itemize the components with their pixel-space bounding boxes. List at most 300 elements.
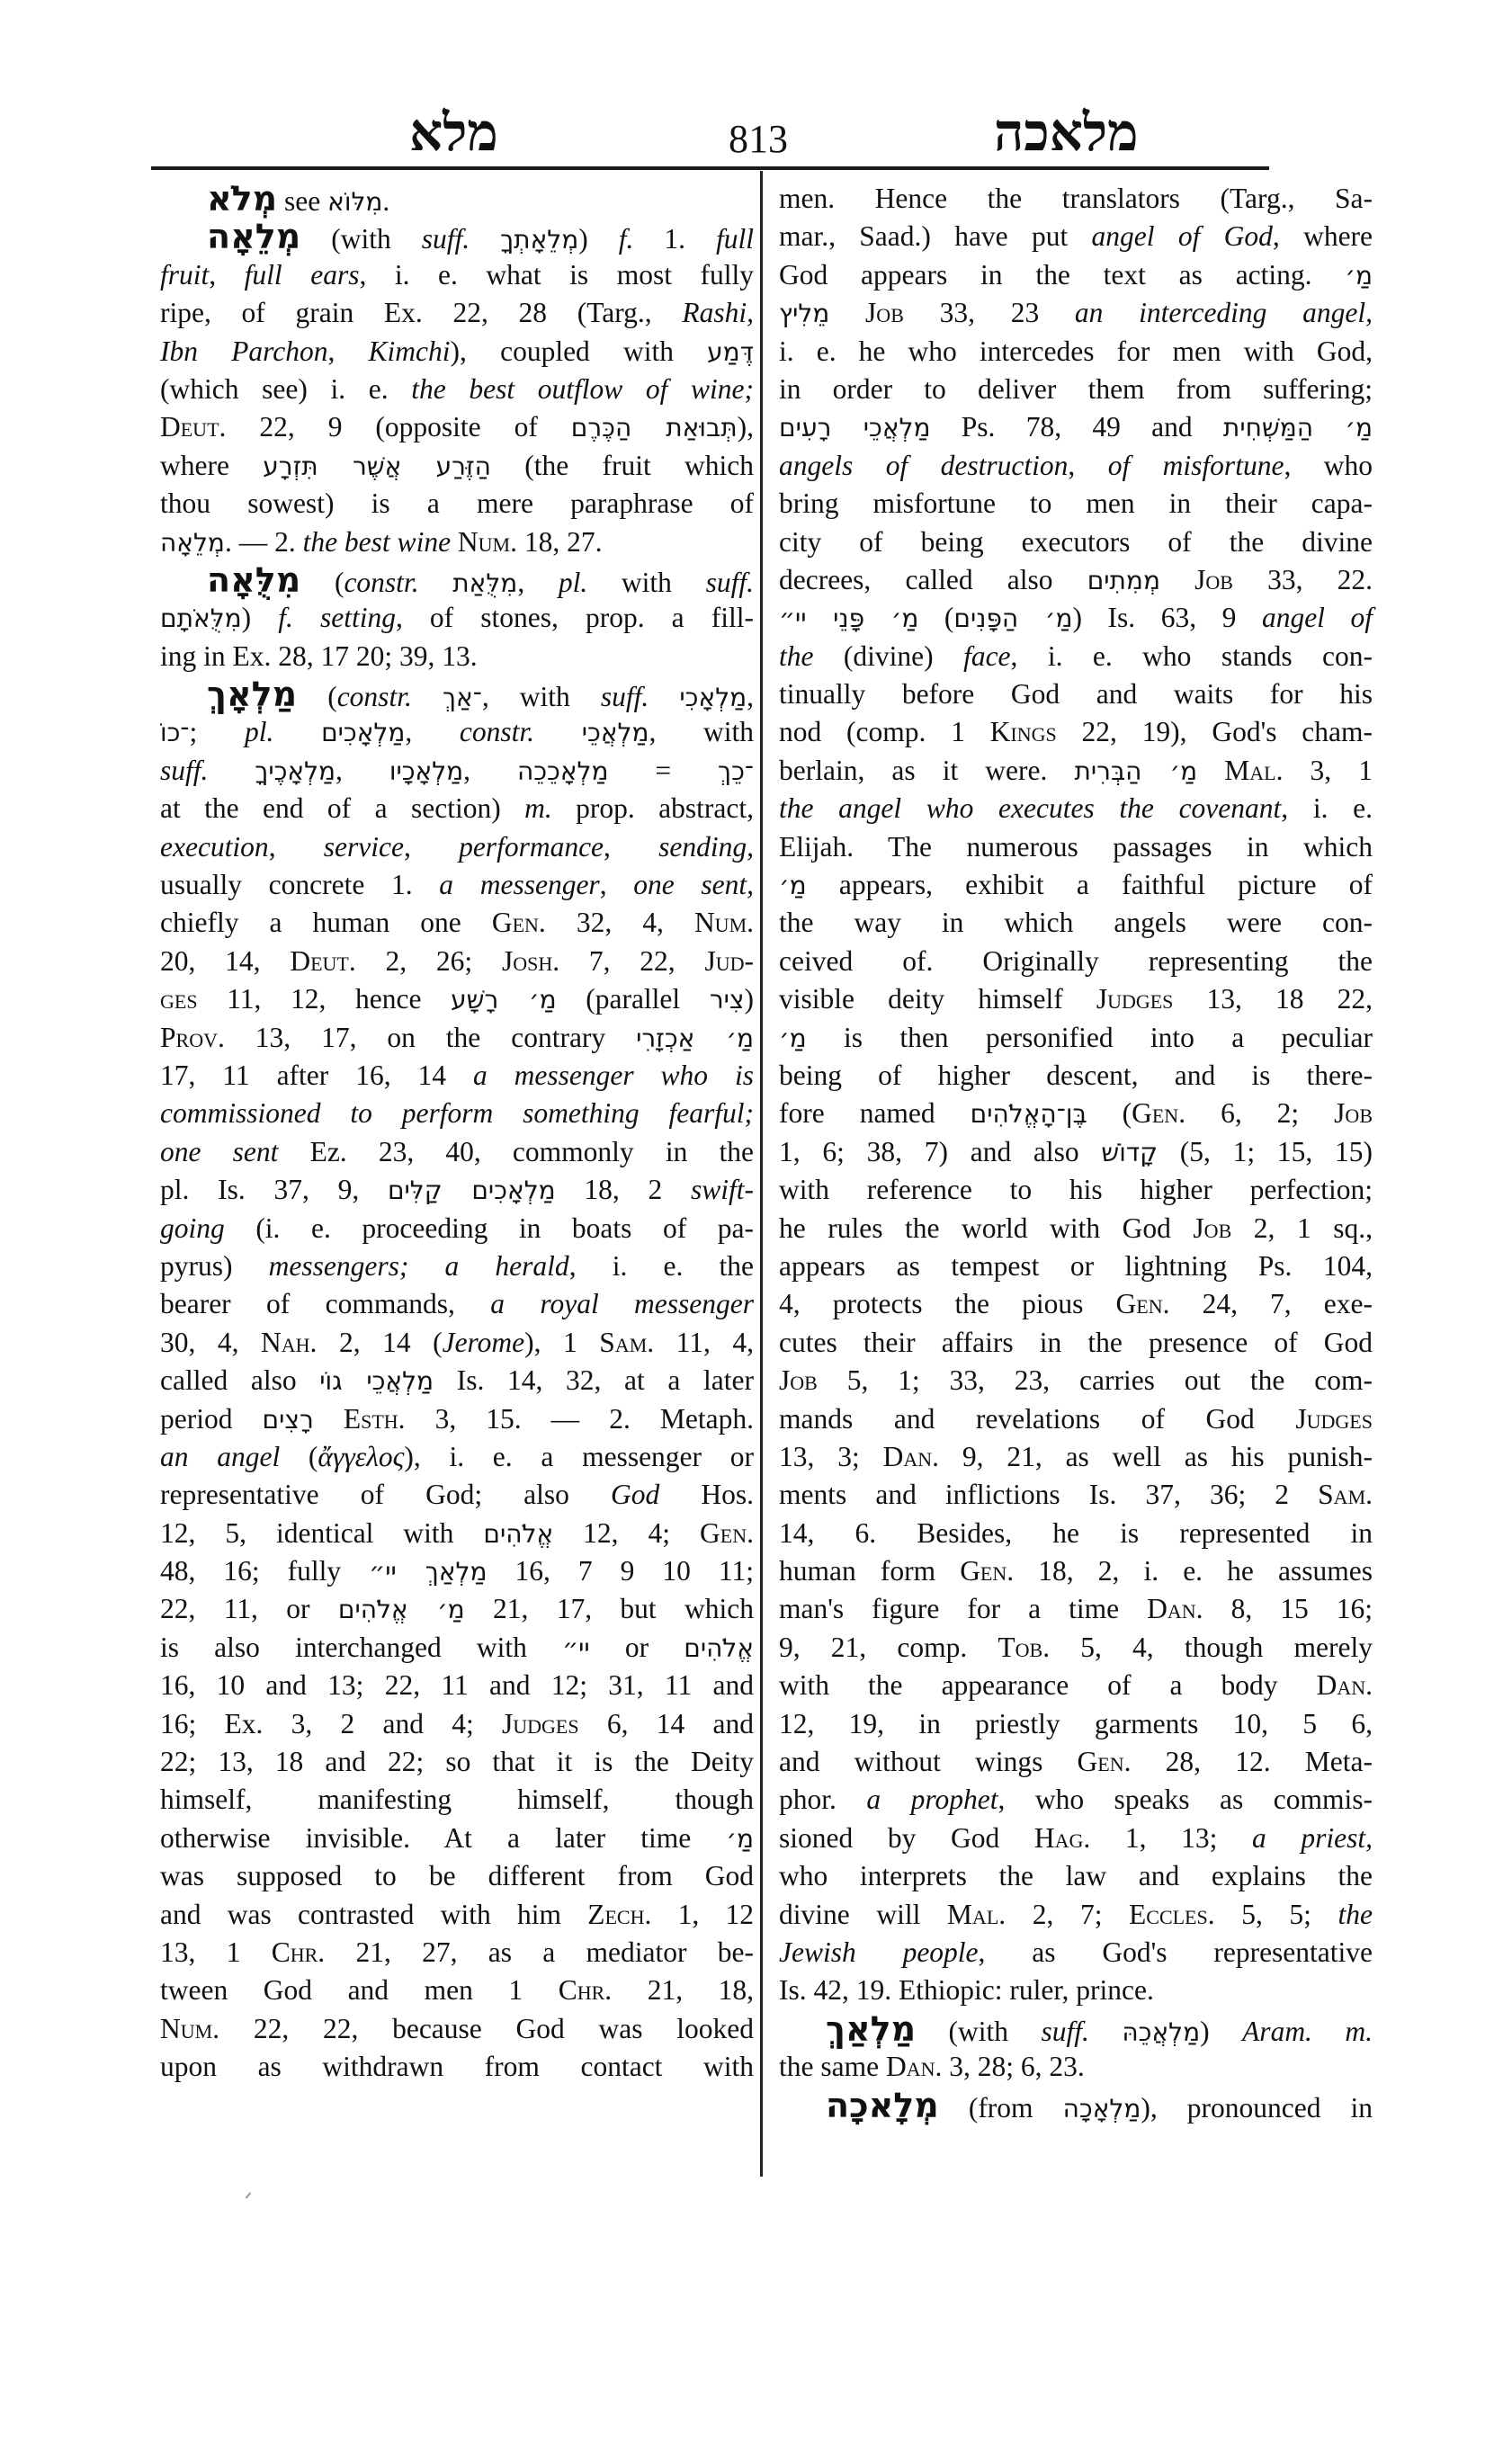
- text-line: [160, 447, 754, 485]
- text-line: [160, 256, 754, 294]
- text-run: 1, 13;: [1090, 1821, 1252, 1854]
- text-run: .: [382, 185, 390, 217]
- text-run: 20, 14,: [160, 944, 291, 977]
- text-run: tween God and men 1: [160, 1974, 559, 2007]
- text-run: pyrus): [160, 1249, 269, 1282]
- text-run: Ez. 23, 40, commonly in the: [278, 1135, 754, 1167]
- hebrew-word: מַ׳ הַבְּרִית: [1074, 756, 1198, 786]
- italic-text: Rashi,: [682, 297, 754, 329]
- text-run: is also interchanged with: [160, 1631, 563, 1663]
- header-rule: [151, 166, 1269, 170]
- text-run: bring misfortune to men in their capa-: [779, 487, 1373, 520]
- text-run: 22, 19), God's cham-: [1056, 716, 1373, 748]
- book-abbreviation: Dan.: [885, 2051, 943, 2083]
- hebrew-word: מַ׳ רָשָׁע: [451, 985, 557, 1015]
- italic-text: angel of God: [1091, 220, 1273, 253]
- column-divider: [760, 171, 763, 2177]
- text-run: ,: [517, 566, 559, 598]
- italic-text: sending,: [658, 830, 755, 863]
- hebrew-word: דֶּמַע: [707, 336, 754, 367]
- text-line: [779, 904, 1373, 942]
- text-run: 1.: [633, 223, 716, 255]
- italic-text: pl.: [244, 716, 274, 748]
- text-line: [160, 218, 754, 255]
- text-run: see: [277, 185, 328, 217]
- book-abbreviation: ges: [160, 983, 198, 1015]
- text-line: [779, 1362, 1373, 1399]
- text-line: [779, 1095, 1373, 1132]
- italic-text: God: [611, 1479, 660, 1511]
- text-line: [779, 1171, 1373, 1209]
- text-line: [779, 2010, 1373, 2048]
- text-run: 3, 1: [1283, 754, 1373, 786]
- text-run: , who: [1284, 449, 1373, 481]
- text-line: [779, 1476, 1373, 1514]
- text-run: [419, 567, 453, 598]
- text-run: i. e. he who intercedes for men with God,: [779, 335, 1373, 367]
- text-line: [160, 638, 754, 675]
- book-abbreviation: Tob.: [998, 1631, 1051, 1663]
- text-run: [412, 681, 443, 712]
- text-line: [779, 1743, 1373, 1781]
- text-run: ,: [405, 716, 460, 748]
- text-line: [160, 1515, 754, 1552]
- text-run: 3, 15. — 2. Metaph.: [405, 1402, 754, 1435]
- text-line: [779, 218, 1373, 255]
- text-run: (with: [300, 223, 422, 255]
- text-run: 16; Ex. 3, 2 and 4;: [160, 1707, 503, 1739]
- hebrew-word: הַזֶּרַע אֲשֶׁר תִּזְרָע: [263, 451, 491, 481]
- text-run: 18, 27.: [517, 525, 603, 558]
- text-line: [779, 1400, 1373, 1438]
- text-run: with reference to his higher perfection;: [779, 1174, 1373, 1206]
- text-run: ,: [268, 830, 324, 863]
- text-line: [160, 180, 754, 218]
- italic-text: constr.: [459, 716, 535, 748]
- text-run: bearer of commands,: [160, 1288, 491, 1320]
- italic-text: the angel who executes the covenant: [779, 792, 1282, 825]
- text-line: [160, 790, 754, 827]
- text-run: . — 2.: [224, 525, 303, 558]
- text-line: [779, 675, 1373, 713]
- text-run: 22, 11, or: [160, 1593, 338, 1625]
- text-line: [160, 1629, 754, 1667]
- text-line: [160, 713, 754, 751]
- text-run: 24, 7, exe-: [1169, 1288, 1373, 1320]
- text-line: [779, 1552, 1373, 1590]
- text-line: [779, 1210, 1373, 1247]
- text-run: 11, 4,: [654, 1326, 754, 1358]
- text-line: [779, 599, 1373, 637]
- text-run: 2, 14 (: [317, 1326, 443, 1358]
- hebrew-word: מַלְאָכִים קַלִּים: [387, 1176, 556, 1206]
- hebrew-word: מִלֻּאַת: [452, 568, 518, 598]
- text-run: ,: [604, 830, 659, 863]
- text-run: ,: [209, 258, 245, 291]
- text-run: 22, 22, because God was looked: [219, 2012, 754, 2044]
- text-run: , i. e. who stands con-: [1010, 639, 1373, 672]
- text-run: [273, 716, 321, 747]
- hebrew-word: תְּבוּאַת הַכֶּרֶם: [570, 413, 738, 443]
- italic-text: a prophet: [866, 1784, 998, 1816]
- text-run: [534, 716, 582, 747]
- text-run: who interprets the law and explains the: [779, 1860, 1373, 1892]
- text-run: 9, 21, comp.: [779, 1631, 998, 1663]
- text-run: [208, 755, 255, 786]
- book-abbreviation: Gen.: [1115, 1288, 1170, 1320]
- italic-text: constr.: [344, 566, 419, 598]
- italic-text: suff.: [600, 681, 649, 713]
- text-line: [160, 1400, 754, 1438]
- italic-text: the best outflow of wine;: [411, 372, 754, 405]
- text-line: [779, 294, 1373, 332]
- text-run: the same: [779, 2051, 886, 2083]
- text-line: [160, 1552, 754, 1590]
- text-run: ), 1: [524, 1326, 600, 1358]
- italic-text: suff.: [421, 223, 470, 255]
- text-line: [160, 904, 754, 942]
- scan-artifact: [246, 2192, 252, 2198]
- book-abbreviation: Gen.: [491, 907, 546, 939]
- text-run: [1089, 2016, 1122, 2047]
- book-abbreviation: Mal.: [946, 1898, 1007, 1930]
- text-run: ,: [1068, 449, 1108, 481]
- text-line: [779, 485, 1373, 523]
- hebrew-word: מַלְאֲכֵי רָעִים: [779, 413, 931, 443]
- text-run: (with: [916, 2015, 1042, 2047]
- text-run: man's figure for a time: [779, 1593, 1148, 1625]
- hebrew-word: ־כֵךְ: [718, 756, 754, 786]
- text-run: 22; 13, 18 and 22; so that it is the Deity: [160, 1746, 754, 1778]
- text-line: [779, 1438, 1373, 1476]
- text-run: usually concrete 1.: [160, 869, 440, 901]
- text-run: pl. Is. 37, 9,: [160, 1174, 388, 1206]
- text-run: [470, 223, 500, 255]
- book-abbreviation: Gen.: [1077, 1746, 1132, 1778]
- text-run: he rules the world with God: [779, 1212, 1194, 1244]
- text-line: [160, 1247, 754, 1285]
- text-run: ceived of. Originally representing the: [779, 944, 1373, 977]
- text-run: phor.: [779, 1784, 867, 1816]
- italic-text: Aram. m.: [1242, 2015, 1373, 2047]
- italic-text: pl.: [558, 566, 588, 598]
- text-run: 14, 6. Besides, he is represented in: [779, 1516, 1373, 1549]
- text-run: 22, 9 (opposite of: [226, 411, 571, 443]
- text-line: [779, 1057, 1373, 1095]
- text-run: 5, 1; 33, 23, carries out the com-: [817, 1364, 1373, 1397]
- book-abbreviation: Mal.: [1224, 754, 1284, 786]
- text-line: [160, 1705, 754, 1743]
- running-head-left: מלא: [409, 102, 498, 163]
- text-run: ,: [599, 869, 634, 901]
- text-line: [160, 675, 754, 713]
- text-run: called also: [160, 1364, 320, 1397]
- text-run: with the appearance of a body: [779, 1669, 1317, 1702]
- hebrew-word: מֵלִיץ: [779, 299, 830, 329]
- book-abbreviation: Chr.: [271, 1936, 326, 1968]
- book-abbreviation: Kings: [989, 716, 1057, 748]
- italic-text: service: [323, 830, 404, 863]
- text-run: nod (comp. 1: [779, 716, 990, 748]
- italic-text: Jewish people: [779, 1936, 979, 1968]
- text-line: [160, 523, 754, 561]
- hebrew-word: רָצִים: [262, 1404, 314, 1435]
- headword: מַלְאַךְ: [826, 2008, 917, 2049]
- hebrew-word: מַ׳ פָּנֵי יי״: [779, 604, 919, 634]
- text-run: , i. e.: [1281, 792, 1373, 825]
- hebrew-word: מַלְאָכָיו: [389, 756, 464, 786]
- text-line: [779, 523, 1373, 561]
- text-run: 2, 7;: [1006, 1898, 1130, 1930]
- text-run: tinually before God and waits for his: [779, 678, 1373, 711]
- text-line: [160, 1438, 754, 1476]
- text-run: berlain, as it were.: [779, 754, 1075, 786]
- text-run: Is. 42, 19. Ethiopic: ruler, prince.: [779, 1974, 1154, 2007]
- text-run: (: [918, 602, 954, 634]
- text-line: [160, 1590, 754, 1628]
- italic-text: a messenger who is: [472, 1059, 754, 1091]
- text-run: Hos.: [659, 1479, 754, 1511]
- hebrew-word: ־כוֹ: [160, 718, 190, 748]
- text-run: 4, protects the pious: [779, 1288, 1116, 1320]
- text-line: [160, 561, 754, 599]
- hebrew-word: מַלְאָכִי: [679, 683, 747, 713]
- book-abbreviation: Gen.: [700, 1516, 754, 1549]
- italic-text: Jerome: [442, 1326, 525, 1358]
- text-line: [779, 447, 1373, 485]
- text-line: [160, 2048, 754, 2086]
- text-line: [779, 1515, 1373, 1552]
- text-line: [779, 1972, 1373, 2009]
- text-line: [779, 333, 1373, 371]
- text-line: [160, 2010, 754, 2048]
- italic-text: swift-: [690, 1174, 754, 1206]
- text-line: [160, 1820, 754, 1857]
- hebrew-word: מַלְאַךְ יי״: [369, 1557, 488, 1587]
- text-run: Elijah. The numerous passages in which: [779, 830, 1373, 863]
- text-run: 13, 3;: [779, 1440, 883, 1472]
- book-abbreviation: Sam.: [599, 1326, 655, 1358]
- text-line: [160, 294, 754, 332]
- text-line: [779, 2087, 1373, 2124]
- text-line: [160, 333, 754, 371]
- text-line: [160, 1057, 754, 1095]
- italic-text: constr.: [336, 681, 412, 713]
- book-abbreviation: Esth.: [343, 1402, 406, 1435]
- hebrew-word: מַ׳: [1345, 260, 1373, 291]
- text-run: 3, 28; 6, 23.: [942, 2051, 1085, 2083]
- hebrew-word: מַ׳: [779, 1023, 807, 1053]
- text-run: (: [1087, 1097, 1132, 1130]
- italic-text: full: [716, 223, 755, 255]
- text-run: 21, 17, but which: [464, 1593, 755, 1625]
- italic-text: fruit: [160, 258, 210, 291]
- text-line: [779, 2048, 1373, 2086]
- text-run: (parallel: [556, 983, 710, 1015]
- text-line: [779, 828, 1373, 866]
- book-abbreviation: Gen.: [1132, 1097, 1186, 1130]
- hebrew-word: מַלְאָכָה: [1062, 2093, 1141, 2124]
- hebrew-word: בֶּן־הָאֱלֹהִים: [970, 1099, 1087, 1130]
- text-run: thou sowest) is a mere paraphrase of: [160, 487, 754, 520]
- text-run: ing in Ex. 28, 17 20; 39, 13.: [160, 639, 478, 672]
- italic-text: an angel: [160, 1440, 281, 1472]
- text-line: [160, 1324, 754, 1362]
- text-run: 33, 23: [903, 297, 1075, 329]
- text-run: ,: [747, 681, 754, 713]
- text-run: 30, 4,: [160, 1326, 262, 1358]
- hebrew-word: מַ׳: [779, 871, 807, 901]
- text-run: or: [589, 1631, 684, 1663]
- text-run: ): [241, 602, 279, 634]
- italic-text: one sent,: [633, 869, 754, 901]
- book-abbreviation: Dan.: [1147, 1593, 1203, 1625]
- italic-text: a messenger: [439, 869, 600, 901]
- hebrew-word: מַלְאָכֵכֵה: [516, 756, 609, 786]
- text-line: [779, 256, 1373, 294]
- hebrew-word: מַלְאֲכֵי גוֹי: [319, 1366, 434, 1397]
- left-column: [160, 180, 754, 2087]
- text-run: (: [280, 1440, 318, 1472]
- book-abbreviation: Job: [1334, 1097, 1373, 1130]
- running-head-right: מלאכה: [994, 102, 1139, 163]
- text-line: [160, 1476, 754, 1514]
- text-run: ments and inflictions Is. 37, 36; 2: [779, 1479, 1319, 1511]
- text-run: 32, 4,: [545, 907, 694, 939]
- text-run: with: [587, 566, 706, 598]
- text-run: ), coupled with: [450, 335, 708, 367]
- italic-text: one sent: [160, 1135, 279, 1167]
- book-abbreviation: Job: [779, 1364, 818, 1397]
- hebrew-word: מְלֵאָה: [160, 527, 225, 558]
- text-run: was supposed to be different from God: [160, 1860, 754, 1892]
- text-run: 7, 22,: [559, 944, 705, 977]
- text-line: [779, 1133, 1373, 1171]
- text-run: 33, 22.: [1232, 563, 1373, 595]
- text-run: 21, 27, as a mediator be-: [325, 1936, 755, 1968]
- italic-text: angels of destruction: [779, 449, 1069, 481]
- text-line: [160, 1362, 754, 1399]
- text-run: in order to deliver them from suffering;: [779, 372, 1373, 405]
- book-abbreviation: Num.: [457, 525, 517, 558]
- italic-text: Kimchi: [368, 335, 451, 367]
- text-line: [160, 866, 754, 904]
- right-column: [779, 180, 1373, 2124]
- text-run: and was contrasted with him: [160, 1898, 588, 1930]
- book-abbreviation: Num.: [160, 2012, 220, 2044]
- text-run: 6, 14 and: [578, 1707, 754, 1739]
- text-run: himself, manifesting himself, though: [160, 1784, 754, 1816]
- text-line: [160, 1743, 754, 1781]
- italic-text: commissioned to perform something fearful;: [160, 1097, 754, 1130]
- text-line: [160, 1781, 754, 1819]
- text-run: appears as tempest or lightning Ps. 104,: [779, 1249, 1373, 1282]
- text-run: and without wings: [779, 1746, 1078, 1778]
- italic-text: messengers; a herald: [268, 1249, 569, 1282]
- text-line: [160, 1285, 754, 1323]
- text-run: 5, 5;: [1214, 1898, 1338, 1930]
- italic-text: f.: [618, 223, 634, 255]
- text-run: 17, 11 after 16, 14: [160, 1059, 473, 1091]
- text-run: 18, 2: [555, 1174, 691, 1206]
- text-line: [160, 1095, 754, 1132]
- text-run: 8, 15 16;: [1203, 1593, 1373, 1625]
- text-run: ,: [463, 754, 517, 786]
- hebrew-word: קָדוֹשׁ: [1101, 1137, 1159, 1167]
- hebrew-word: מִלּוֹא: [327, 187, 383, 217]
- text-run: [1197, 755, 1224, 786]
- text-run: [314, 1403, 344, 1435]
- book-abbreviation: Hag.: [1033, 1821, 1091, 1854]
- hebrew-word: יי״: [562, 1632, 590, 1663]
- book-abbreviation: Job: [865, 297, 904, 329]
- text-run: decrees, called also: [779, 563, 1087, 595]
- headword: מְלָאכָה: [826, 2085, 939, 2125]
- text-line: [160, 1171, 754, 1209]
- text-run: upon as withdrawn from contact with: [160, 2051, 754, 2083]
- text-line: [160, 1896, 754, 1934]
- italic-text: m.: [524, 792, 552, 825]
- text-run: , with: [649, 716, 755, 748]
- text-line: [160, 1972, 754, 2009]
- text-run: 2, 1 sq.,: [1231, 1212, 1373, 1244]
- text-run: , of stones, prop. a fill-: [395, 602, 754, 634]
- book-abbreviation: Judges: [1295, 1402, 1373, 1435]
- text-line: [160, 1857, 754, 1895]
- hebrew-word: צִיר: [709, 985, 745, 1015]
- book-abbreviation: Deut.: [290, 944, 356, 977]
- text-line: [160, 1133, 754, 1171]
- text-line: [160, 980, 754, 1018]
- text-line: [160, 599, 754, 637]
- book-abbreviation: Gen.: [960, 1555, 1015, 1587]
- text-run: [829, 297, 865, 328]
- text-run: men. Hence the translators (Targ., Sa-: [779, 183, 1373, 214]
- text-line: [779, 408, 1373, 446]
- text-run: [649, 681, 679, 712]
- italic-text: suff.: [1041, 2015, 1089, 2047]
- text-run: period: [160, 1402, 263, 1435]
- text-line: [779, 371, 1373, 408]
- book-abbreviation: Zech.: [587, 1898, 652, 1930]
- book-abbreviation: Jud-: [704, 944, 754, 977]
- text-run: 13, 1: [160, 1936, 272, 1968]
- italic-text: execution: [160, 830, 269, 863]
- text-line: [779, 713, 1373, 751]
- text-run: 12, 19, in priestly garments 10, 5 6,: [779, 1707, 1373, 1739]
- italic-text: of misfortune: [1107, 449, 1284, 481]
- text-line: [779, 790, 1373, 827]
- text-run: 48, 16; fully: [160, 1555, 370, 1587]
- text-run: city of being executors of the divine: [779, 525, 1373, 558]
- italic-text: the best wine: [302, 525, 452, 558]
- text-run: ripe, of grain Ex. 22, 28 (Targ.,: [160, 297, 683, 329]
- text-run: prop. abstract,: [551, 792, 754, 825]
- italic-text: an interceding angel,: [1074, 297, 1373, 329]
- text-run: , i. e. the: [568, 1249, 754, 1282]
- hebrew-word: מַלְאָכֶיךָ: [255, 756, 336, 786]
- book-abbreviation: Judges: [502, 1707, 579, 1739]
- text-run: is then personified into a peculiar: [806, 1021, 1373, 1053]
- text-line: [160, 371, 754, 408]
- text-run: , who speaks as commis-: [998, 1784, 1373, 1816]
- text-run: the way in which angels were con-: [779, 907, 1373, 939]
- text-line: [779, 1629, 1373, 1667]
- italic-text: full ears: [244, 258, 360, 291]
- hebrew-word: מַלְאֲכֵי: [581, 718, 649, 748]
- text-run: 12, 5, identical with: [160, 1516, 484, 1549]
- text-run: ;: [189, 716, 245, 748]
